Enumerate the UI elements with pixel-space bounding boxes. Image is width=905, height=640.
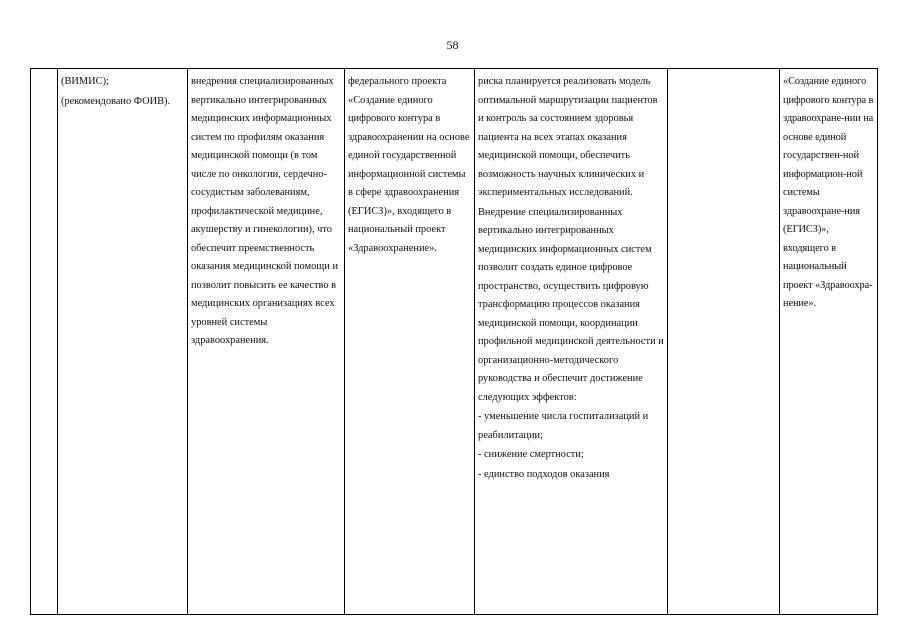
cell-paragraph: - снижение смертности;: [478, 449, 584, 460]
table-cell-col6: [780, 69, 878, 615]
table-cell-col0: [31, 69, 58, 615]
table-cell-col3: [345, 69, 475, 615]
cell-paragraph: риска планируется реализовать модель оптимальной маршрутизации пациентов и контроль за состоянием здоровья пациента на всех этапах оказания медицинской помощи, обеспечить возможность научных клинических и экспериментальных исследований.: [478, 76, 658, 198]
table-cell-col4: [475, 69, 668, 615]
table-cell-col1: [58, 69, 188, 615]
cell-paragraph: - единство подходов оказания: [478, 468, 610, 480]
cell-paragraph: - уменьшение числа госпитализаций и реабилитации;: [478, 411, 649, 441]
table-cell-col5: [668, 69, 780, 615]
cell-paragraph: (рекомендовано ФОИВ).: [61, 95, 171, 107]
table-row: [31, 69, 878, 615]
page-number: 58: [446, 38, 459, 52]
cell-paragraph: Внедрение специализированных вертикально интегрированных медицинских информационных систем позволит создать единое цифровое пространство, осуществить цифровую трансформацию процессов оказания медицинской помощи, координации профильной медицинской деятельности и организационно-методического руководства и обеспечит достижение следующих эффектов:: [478, 206, 664, 403]
cell-paragraph: внедрения специализированных вертикально интегрированных медицинских информационных систем по профилям оказания медицинской помощи (в том числе по онкологии, сердечно-сосудистым заболеваниям, профилактической медицине, акушерству и гинекологии), что обеспечит преемственность оказания медицинской помощи и позволит повысить ее качество в медицинских организациях всех уровней системы здравоохранения.: [191, 76, 339, 346]
cell-paragraph: федерального проекта «Создание единого цифрового контура в здравоохранении на основе единой государственной информационной системы в сфере здравоохранения (ЕГИСЗ)», входящего в национальный проект «Здравоохранение».: [348, 76, 470, 254]
table-cell-col2: [188, 69, 345, 615]
cell-paragraph: «Создание единого цифрового контура в здравоохране-нии на основе единой государствен-ной информацион-ной системы здравоохране-ния (ЕГИСЗ)», входящего в национальный проект «Здравоохра-нение».: [783, 76, 874, 309]
cell-paragraph: (ВИМИС);: [61, 76, 109, 87]
document-table: [30, 68, 878, 615]
